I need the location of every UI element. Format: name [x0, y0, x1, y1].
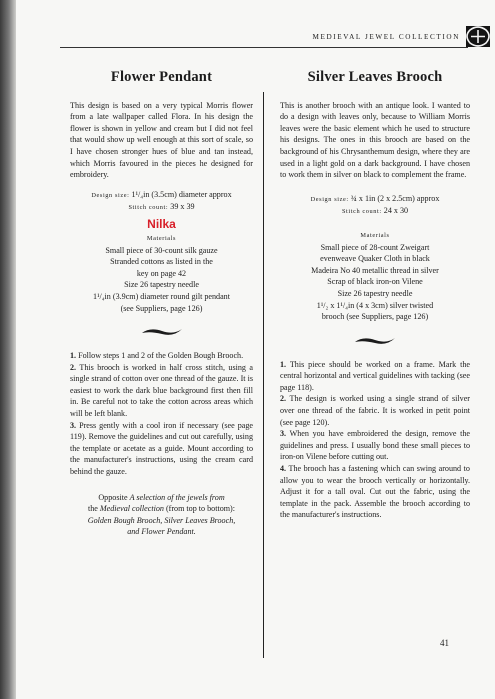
page-number: 41 [440, 638, 449, 648]
left-stitch-count [70, 201, 253, 214]
right-steps [280, 359, 470, 521]
left-materials-list [70, 245, 253, 315]
list-item: Scrap of black iron-on Vilene [327, 277, 423, 287]
left-column [70, 69, 253, 538]
swash-ornament-icon [353, 333, 397, 347]
right-column [280, 69, 470, 521]
list-item: 1. Follow steps 1 and 2 of the Golden Bough Brooch. [70, 351, 244, 361]
list-item: 3. Press gently with a cool iron if necessary (see page 119). Remove the guidelines and cut out carefully, using the template or acetate as a guide. Mount according to the manufacturer's instructions, using the cream card behind the gauze. [70, 420, 253, 477]
list-item: 1¹/₄in (3.9cm) diameter round gilt pendant [93, 291, 230, 301]
left-intro: This design is based on a very typical Morris flower from a late wallpaper called Flora. In his design the flower is shown in yellow and cream but I did not feel that would show up well enough at this sort of scale, so I have chosen stronger hues of blue and tan instead, which Morris favoured in the pieces he designed for embroidery. [70, 100, 253, 180]
left-title: Flower Pendant [110, 69, 213, 85]
left-stitch-count-value: 39 x 39 [170, 202, 195, 212]
right-design-size-value: ¾ x 1in (2 x 2.5cm) approx [350, 193, 440, 203]
right-materials-heading: Materials [360, 231, 390, 239]
book-spine-shadow [0, 0, 16, 699]
list-item: 1¹/₂ x 1¹/₄in (4 x 3cm) silver twisted [316, 300, 434, 310]
list-item: 1. This piece should be worked on a frame. Mark the central horizontal and vertical guidelines with tacking (see page 118). [280, 359, 470, 392]
swash-ornament-icon [140, 324, 184, 338]
left-design-size-label: Design size: [91, 191, 130, 199]
left-design-size-value: 1¹/₄in (3.5cm) diameter approx [131, 189, 232, 199]
header-rule [60, 47, 468, 48]
list-item: brooch (see Suppliers, page 126) [321, 312, 429, 322]
list-item: Size 26 tapestry needle [337, 288, 413, 298]
right-title: Silver Leaves Brooch [307, 69, 443, 85]
right-stitch-count-label: Stitch count: [341, 208, 382, 216]
list-item: Stranded cottons as listed in the [110, 257, 213, 267]
right-stitch-count [280, 205, 470, 218]
column-divider [263, 92, 264, 658]
right-design-size [280, 193, 470, 206]
right-intro: This is another brooch with an antique look. I wanted to do a design with leaves only, because to William Morris leaves were the basic element which he used to structure his designs. The ones in this brooch are based on the background of his Chrysanthemum design, where they are used in a light gold on a dark background. I have chosen to work them in silver on black to complement the frame. [280, 100, 470, 180]
list-item: (see Suppliers, page 126) [120, 303, 203, 313]
list-item: Size 26 tapestry needle [124, 280, 199, 290]
left-design-size [70, 189, 253, 202]
list-item: 2. This brooch is worked in half cross stitch, using a single strand of cotton over one thread of the gauze. It is easiest to work the dark blue background first then fill in. Be careful not to take the cotton across areas which will be left blank. [70, 362, 253, 419]
right-stitch-count-value: 24 x 30 [383, 206, 409, 216]
list-item: Small piece of 30-count silk gauze [105, 245, 218, 255]
list-item: Madeira No 40 metallic thread in silver [311, 265, 439, 275]
left-stitch-count-label: Stitch count: [128, 204, 169, 212]
right-materials-list [280, 242, 470, 323]
list-item: 3. When you have embroidered the design, remove the guidelines and press. I usually bond these small pieces to iron-on Vilene before cutting out. [280, 429, 470, 462]
left-materials-heading: Materials [146, 234, 177, 242]
list-item: evenweave Quaker Cloth in black [320, 254, 430, 264]
list-item: 2. The design is worked using a single strand of silver over one thread of the fabric. It is worked in petit point (see page 120). [280, 394, 470, 427]
photo-caption: Opposite A selection of the jewels from the Medieval collection (from top to bottom): Golden Bough Brooch, Silver Leaves Brooch, and Flower Pendant. [87, 492, 236, 537]
right-design-size-label: Design size: [310, 195, 349, 203]
running-header: MEDIEVAL JEWEL COLLECTION [312, 33, 460, 41]
watermark-text: Nilka [147, 216, 176, 231]
left-steps [70, 350, 253, 478]
list-item: Small piece of 28-count Zweigart [320, 242, 430, 252]
list-item: key on page 42 [136, 268, 187, 278]
list-item: 4. The brooch has a fastening which can swing around to allow you to wear the brooch vertically or horizontally. Adjust it for a tall oval. Cut out the fabric, using the template in the pack. Assemble the brooch according to the manufacturer's instructions. [280, 464, 470, 520]
celtic-knot-icon [466, 26, 490, 47]
